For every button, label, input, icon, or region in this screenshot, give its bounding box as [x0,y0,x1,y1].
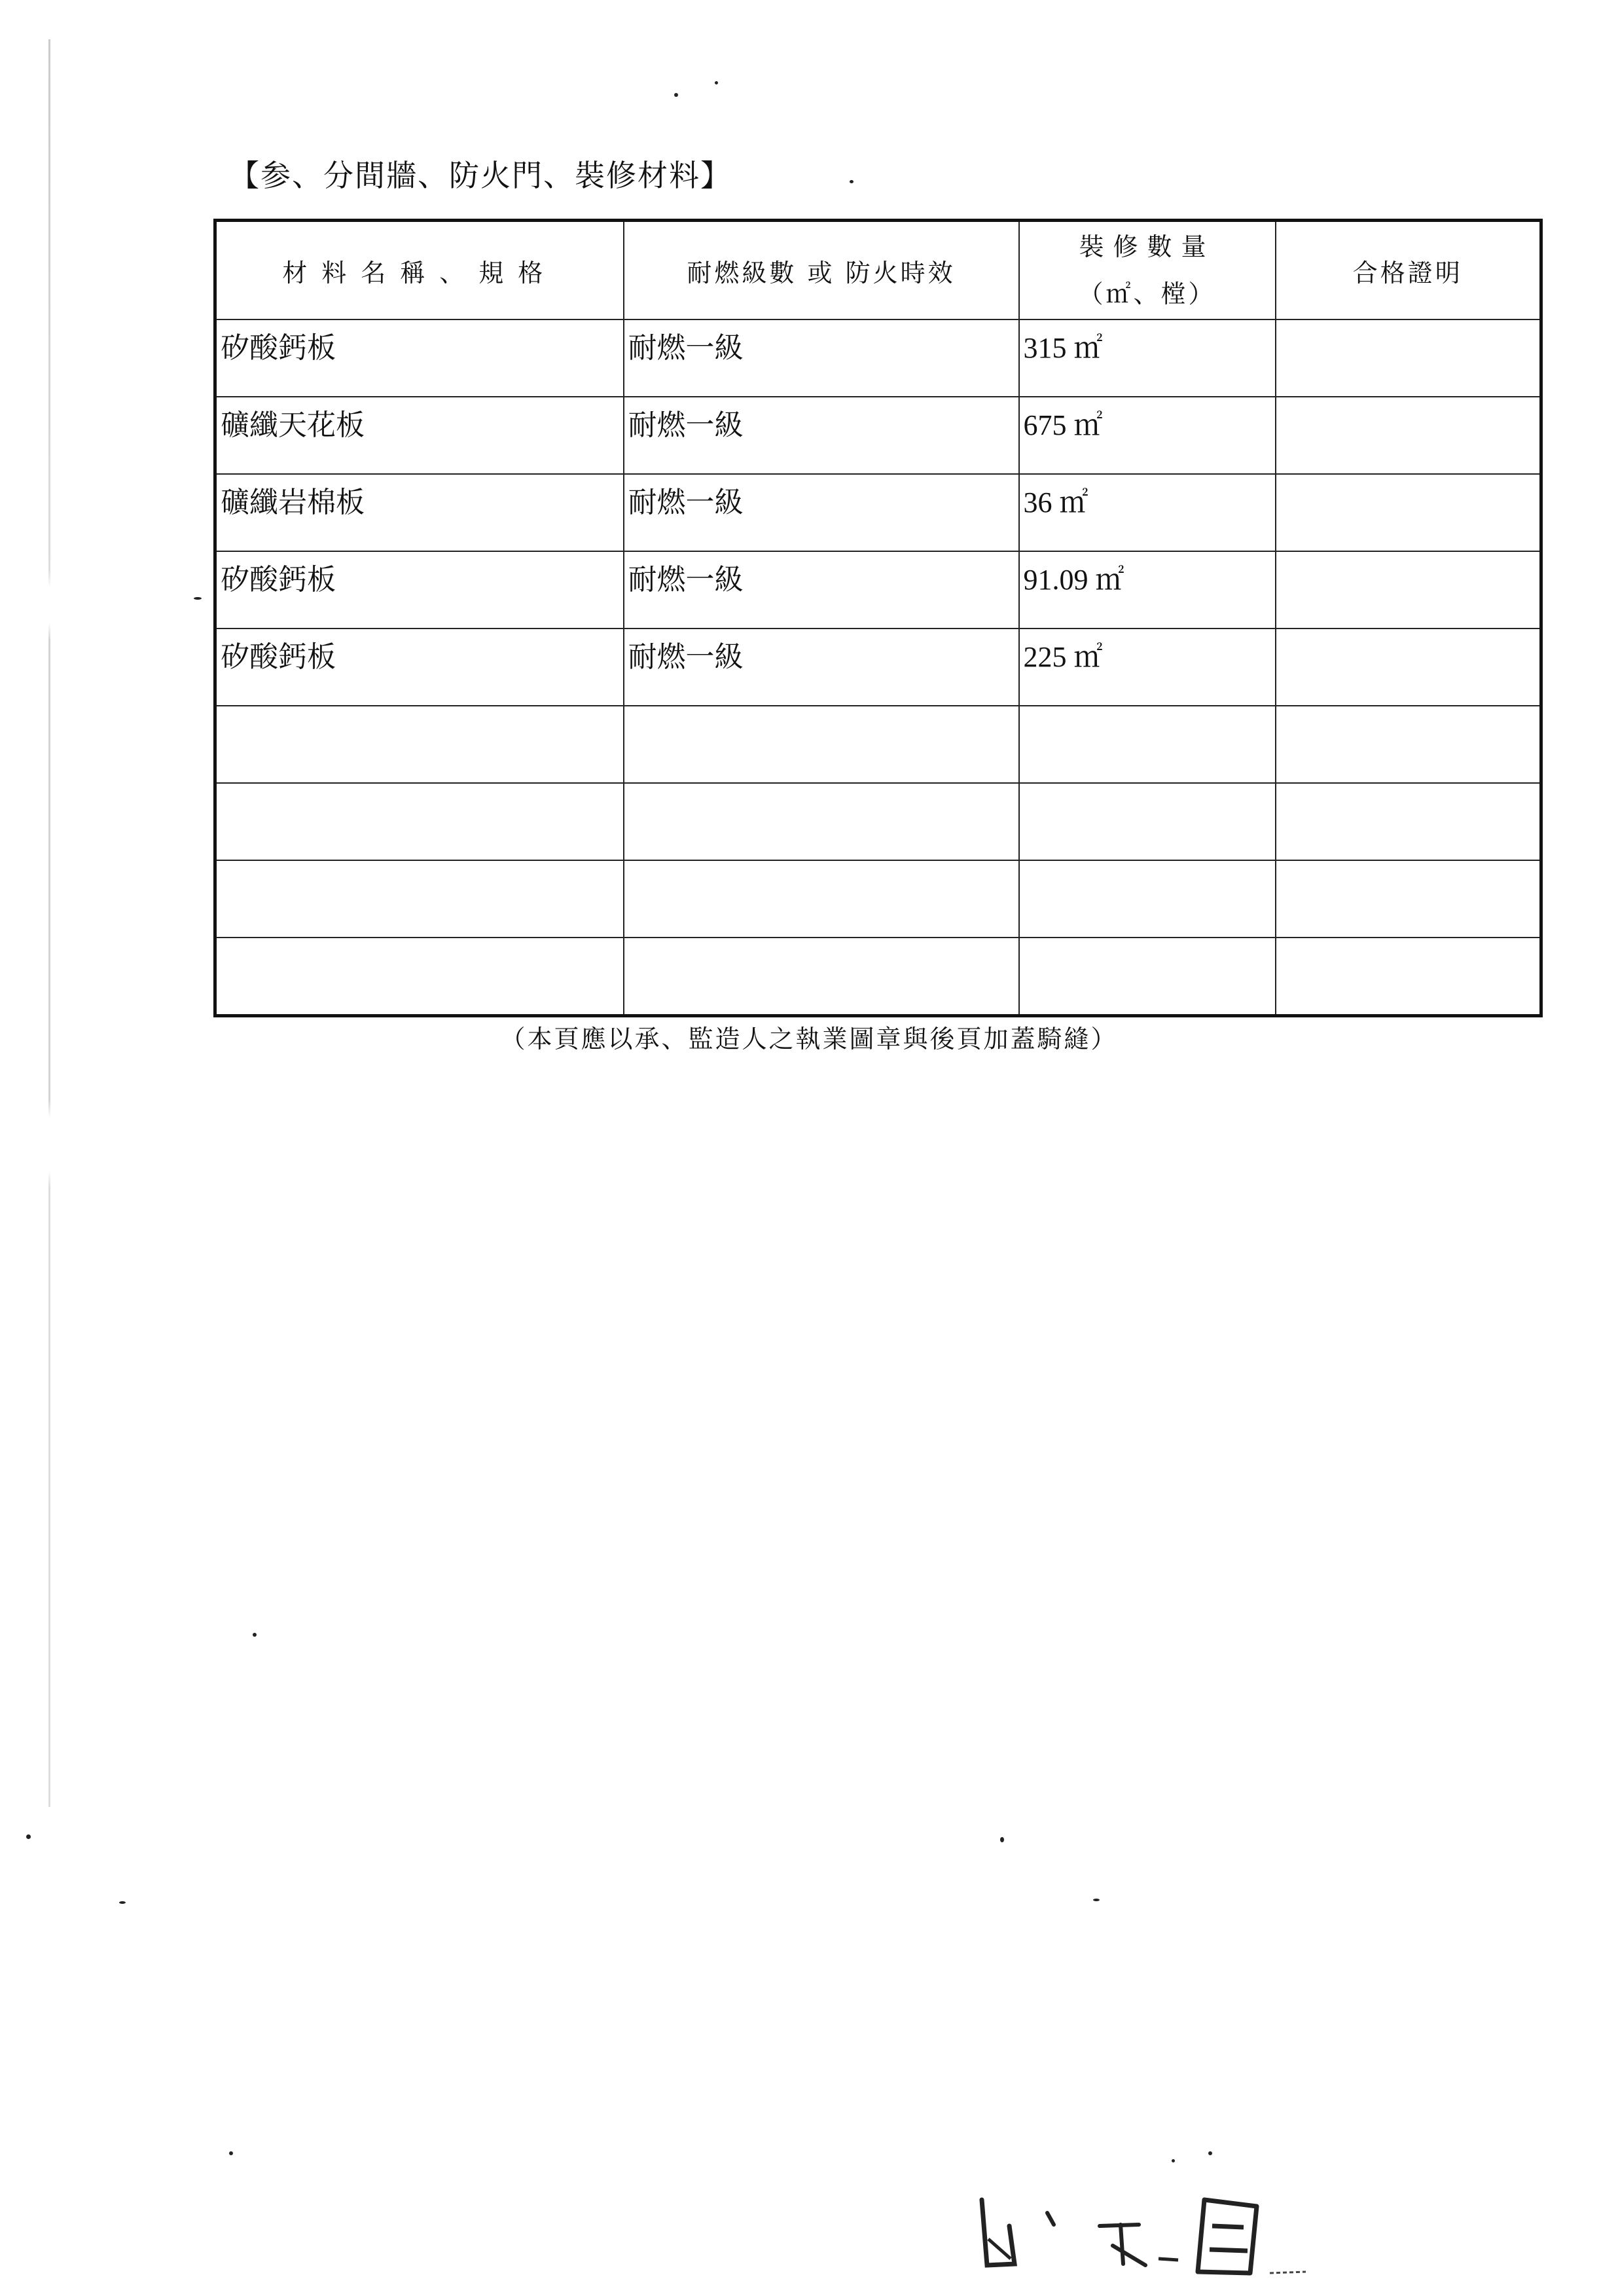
cell-fire-grade [624,938,1019,1016]
table-row-empty [215,938,1541,1016]
cell-quantity: 91.09 ㎡ [1019,551,1276,629]
cell-material-name [215,783,624,860]
cell-certificate [1276,860,1541,938]
header-quantity-line2: （㎡、樘） [1078,280,1216,308]
cell-fire-grade: 耐燃一級 [624,629,1019,706]
cell-material-name: 矽酸鈣板 [215,551,624,629]
cell-fire-grade [624,706,1019,783]
cell-certificate [1276,783,1541,860]
cell-material-name: 礦纖岩棉板 [215,474,624,551]
cell-quantity [1019,938,1276,1016]
cell-quantity [1019,783,1276,860]
header-quantity [1019,221,1276,320]
table-row-empty [215,706,1541,783]
table-row-empty [215,783,1541,860]
cell-certificate [1276,474,1541,551]
section-title: 【参、分間牆、防火門、裝修材料】 [229,158,732,193]
table-header-row [215,221,1541,320]
cell-material-name: 礦纖天花板 [215,397,624,474]
scan-speck [1000,1837,1004,1842]
cell-certificate [1276,938,1541,1016]
scan-speck [715,81,718,84]
scan-speck [253,1633,257,1637]
scan-speck [674,93,678,97]
table-row [215,319,1541,397]
scan-speck [1172,2159,1175,2162]
cell-quantity [1019,706,1276,783]
cell-certificate [1276,629,1541,706]
scan-speck [194,597,202,600]
table-row [215,629,1541,706]
header-quantity-line1: 裝修數量 [1079,232,1215,261]
scan-speck [1093,1899,1100,1901]
cell-fire-grade: 耐燃一級 [624,551,1019,629]
cell-certificate [1276,397,1541,474]
header-certificate: 合格證明 [1276,221,1541,320]
scan-speck [850,180,854,183]
scan-speck [1208,2151,1212,2155]
cell-material-name: 矽酸鈣板 [215,629,624,706]
table-row [215,474,1541,551]
cell-fire-grade [624,860,1019,938]
handwritten-signature [969,2187,1309,2285]
cell-fire-grade: 耐燃一級 [624,397,1019,474]
scan-speck [229,2151,233,2155]
cell-certificate [1276,551,1541,629]
cell-certificate [1276,319,1541,397]
table-row [215,551,1541,629]
cell-quantity [1019,860,1276,938]
cell-quantity: 315 ㎡ [1019,319,1276,397]
scan-margin-line [48,39,50,1807]
seal-footnote: （本頁應以承、監造人之執業圖章與後頁加蓋騎縫） [500,1025,1118,1053]
table-row [215,397,1541,474]
cell-quantity: 225 ㎡ [1019,629,1276,706]
cell-fire-grade: 耐燃一級 [624,474,1019,551]
cell-material-name [215,706,624,783]
cell-quantity: 675 ㎡ [1019,397,1276,474]
scan-speck [119,1901,126,1904]
cell-material-name [215,938,624,1016]
materials-table [213,219,1543,1017]
cell-material-name [215,860,624,938]
cell-certificate [1276,706,1541,783]
header-fire-grade: 耐燃級數 或 防火時效 [624,221,1019,320]
cell-fire-grade: 耐燃一級 [624,319,1019,397]
table-row-empty [215,860,1541,938]
header-material-name: 材料名稱、規格 [215,221,624,320]
cell-quantity: 36 ㎡ [1019,474,1276,551]
scan-speck [26,1834,31,1839]
cell-material-name: 矽酸鈣板 [215,319,624,397]
cell-fire-grade [624,783,1019,860]
